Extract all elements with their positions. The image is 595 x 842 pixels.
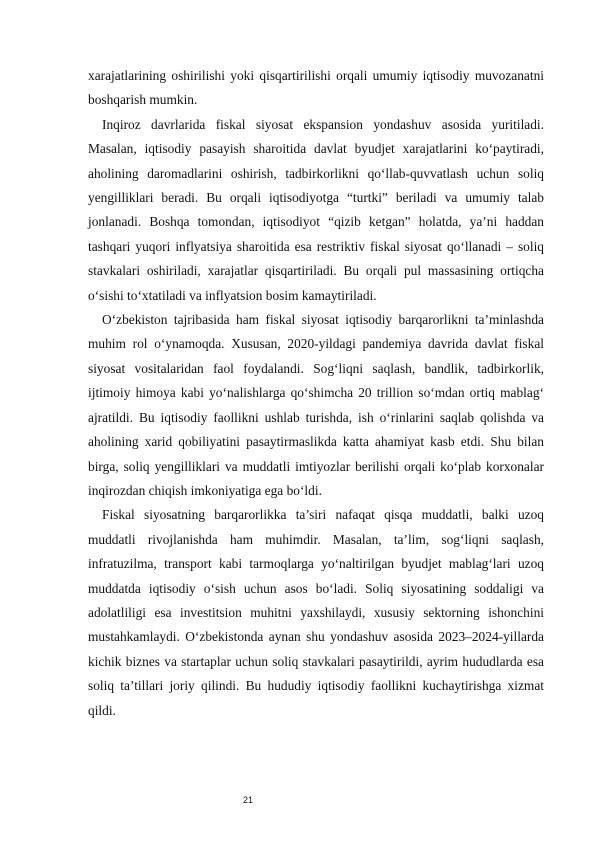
paragraph-crisis-fiscal-policy: Inqiroz davrlarida fiskal siyosat ekspansion yondashuv asosida yuritiladi. Masalan, iqtisodiy pasayish sharoitida davlat byudjet xarajatlarini ko‘paytiradi, aholining daromadlarini oshirish, tadbirkorlikni qo‘llab-quvvatlash uchun soliq yengilliklari beradi. Bu orqali iqtisodiyotga “turtki” beriladi va umumiy talab jonlanadi. Boshqa tomondan, iqtisodiyot “qizib ketgan” holatda, ya’ni haddan tashqari yuqori inflyatsiya sharoitida esa restriktiv fiskal siyosat qo‘llanadi – soliq stavkalari oshiriladi, xarajatlar qisqartiriladi. Bu orqali pul massasining ortiqcha o‘sishi to‘xtatiladi va inflyatsion bosim kamaytiriladi. <box>88 116 544 303</box>
paragraph-long-term-impact: Fiskal siyosatning barqarorlikka ta’siri nafaqat qisqa muddatli, balki uzoq muddatli rivojlanishda ham muhimdir. Masalan, ta’lim, sog‘liqni saqlash, infratuzilma, transport kabi tarmoqlarga yo‘naltirilgan byudjet mablag‘lari uzoq muddatda iqtisodiy o‘sish uchun asos bo‘ladi. Soliq siyosatining soddaligi va adolatliligi esa investitsion muhitni yaxshilaydi, xususiy sektorning ishonchini mustahkamlaydi. O‘zbekistonda aynan shu yondashuv asosida 2023–2024-yillarda kichik biznes va startaplar uchun soliq stavkalari pasaytirildi, ayrim hududlarda esa soliq ta’tillari joriy qilindi. Bu hududiy iqtisodiy faollikni kuchaytirishga xizmat qildi. <box>88 507 544 718</box>
paragraph-uzbekistan-experience: O‘zbekiston tajribasida ham fiskal siyosat iqtisodiy barqarorlikni ta’minlashda muhim rol o‘ynamoqda. Xususan, 2020-yildagi pandemiya davrida davlat fiskal siyosat vositalaridan faol foydalandi. Sog‘liqni saqlash, bandlik, tadbirkorlik, ijtimoiy himoya kabi yo‘nalishlarga qo‘shimcha 20 trillion so‘mdan ortiq mablag‘ ajratildi. Bu iqtisodiy faollikni ushlab turishda, ish o‘rinlarini saqlab qolishda va aholining xarid qobiliyatini pasaytirmaslikda katta ahamiyat kasb etdi. Shu bilan birga, soliq yengilliklari va muddatli imtiyozlar berilishi orqali ko‘plab korxonalar inqirozdan chiqish imkoniyatiga ega bo‘ldi. <box>88 312 544 498</box>
paragraph-continuation: xarajatlarining oshirilishi yoki qisqartirilishi orqali umumiy iqtisodiy muvozanatni boshqarish mumkin. <box>88 68 544 108</box>
document-body <box>88 64 544 723</box>
page-number: 21 <box>243 795 254 805</box>
